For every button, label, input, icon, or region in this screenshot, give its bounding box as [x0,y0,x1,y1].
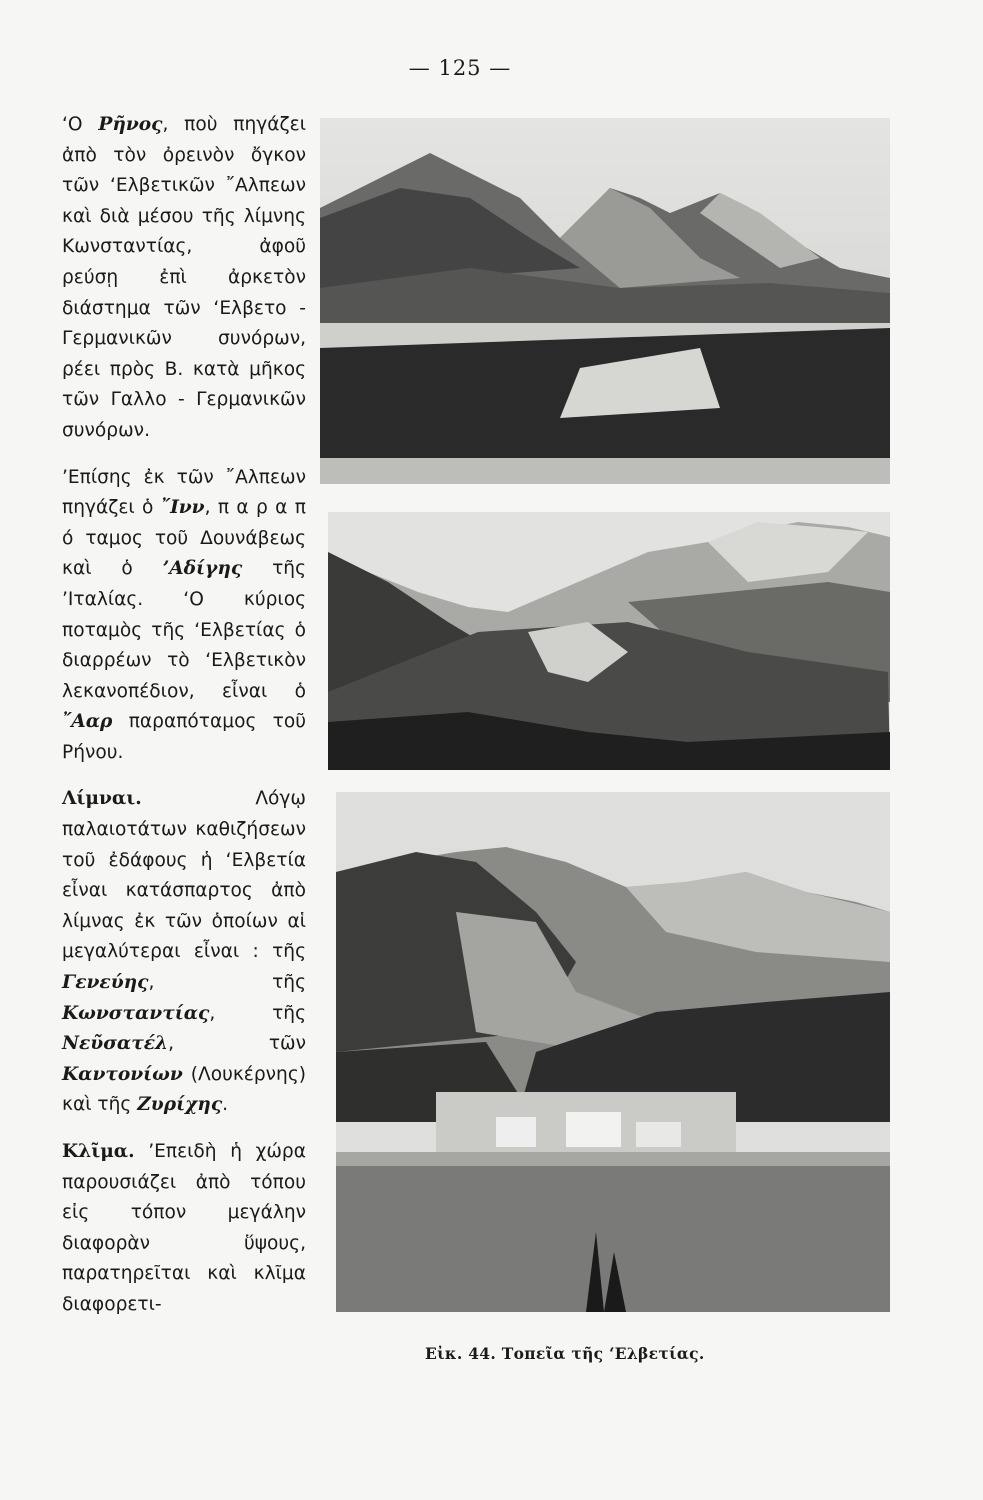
paragraph-climate [62,1137,306,1321]
text-run: (Λουκέρνης) καὶ τῆς [62,1063,306,1116]
term-adige: ’Αδίγης [162,558,243,580]
photo-town-lake [336,792,890,1312]
text-run: ‘Ο [62,114,99,135]
term-inn: ῎Ινν [160,497,205,519]
text-run: , τῆς [209,1002,306,1024]
text-run: ’Επειδὴ ἡ χώρα παρουσιάζει ἀπὸ τόπου εἰς τόπον μεγάλην διαφορὰν ὕψους, παρατηρεῖται καὶ κλῖμα διαφορετι- [62,1141,306,1315]
text-run: . [222,1094,229,1116]
page-number: — 125 — [408,56,512,80]
text-run: , τῆς [148,972,306,994]
photo-mountain-forest [320,118,890,484]
paragraph-rhine [62,110,306,447]
photo-valley-lake [328,512,890,770]
term-rhine: Ρῆνος [98,114,163,135]
term-neuchatel: Νεῦσατέλ [62,1033,169,1055]
text-run: , τῶν [168,1033,306,1055]
paragraph-inn [62,463,306,769]
term-cantons: Καντονίων [62,1063,183,1085]
text-column [62,110,306,1337]
text-run: , π α ρ α π ό ταμος τοῦ Δουνάβεως καὶ ὁ [62,497,306,580]
term-geneva: Γενεύης [62,972,149,994]
term-aar: ῎Ααρ [62,711,113,733]
text-run: Λόγῳ παλαιοτάτων καθιζήσεων τοῦ ἐδάφους ἡ ‘Ελβετία εἶναι κατάσπαρτος ἀπὸ λίμνας ἐκ τῶν ὁποίων αἱ μεγαλύτεραι εἶναι : τῆς [62,788,306,963]
term-zurich: Ζυρίχης [137,1094,223,1116]
term-konstanz: Κωνσταντίας [62,1002,210,1024]
text-run: ’Επίσης ἐκ τῶν ῎Αλπεων πηγάζει ὁ [62,466,306,519]
heading-climate: Κλῖμα. [62,1141,135,1162]
text-run: παραπόταμος τοῦ Ρήνου. [62,711,306,763]
heading-lakes: Λίμναι. [62,788,142,810]
text-run: , ποὺ πηγάζει ἀπὸ τὸν ὀρεινὸν ὄγκον τῶν ‘Ελβετικῶν ῎Αλπεων καὶ διὰ μέσου τῆς λίμνης Κωνσταντίας, ἀφοῦ ρεύσῃ ἐπὶ ἀρκετὸν διάστημα τῶν ‘Ελβετο - Γερμανικῶν συνόρων, ρέει πρὸς Β. κατὰ μῆκος τῶν Γαλλο - Γερμανικῶν συνόρων. [62,114,306,441]
figure-caption: Εἰκ. 44. Τοπεῖα τῆς ‘Ελβετίας. [425,1344,705,1363]
text-run: τῆς ’Ιταλίας. ‘Ο κύριος ποταμὸς τῆς ‘Ελβετίας ὁ διαρρέων τὸ ‘Ελβετικὸν λεκανοπέδιον, εἶναι ὁ [62,558,306,702]
paragraph-lakes [62,784,306,1121]
